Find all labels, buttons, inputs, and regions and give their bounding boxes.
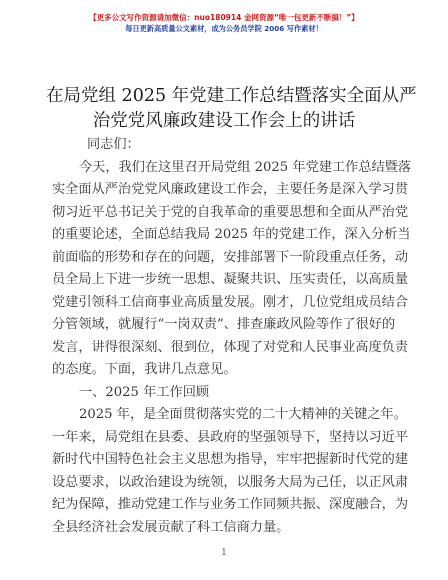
body-line: 实全面从严治党党风廉政建设工作会，主要任务是深入学习贯: [52, 182, 409, 197]
promo-banner-line-1: 【更多公文写作资源请加微信：nuo180914 金网资源“唯一包更新不断搞！”】: [89, 13, 359, 22]
body-line: 新时代中国特色社会主义思想为指导，牢牢把握新时代党的建: [52, 452, 409, 467]
salutation: 同志们：: [87, 137, 140, 152]
title-line-1: 在局党组 2025 年党建工作总结暨落实全面从严: [46, 86, 417, 106]
document-title: [46, 84, 417, 134]
title-line-2: 治党党风廉政建设工作会上的讲话: [92, 111, 356, 131]
promo-banner-line-2: 每日更新高质量公文素材，成为公务员学院 2006 写作素材！: [125, 24, 323, 33]
body-line: 发言，讲得很深刻、很到位，体现了对党和人民事业高度负责: [52, 340, 409, 355]
page-number: 1: [221, 548, 227, 558]
body-line: 今天，我们在这里召开局党组 2025 年党建工作总结暨落: [79, 160, 412, 175]
body-line: 纪为保障，推动党建工作与业务工作同频共振、深度融合，为: [52, 497, 409, 512]
body-line: 的重要论述，全面总结我局 2025 年的党建工作，深入分析当: [52, 227, 411, 242]
body-line: 一年来，局党组在县委、县政府的坚强领导下，坚持以习近平: [52, 430, 409, 445]
section-heading: 一、2025 年工作回顾: [79, 385, 210, 400]
body-line: 前面临的形势和存在的问题，安排部署下一阶段重点任务，动: [52, 250, 409, 265]
body-line: 2025 年，是全面贯彻落实党的二十大精神的关键之年。: [79, 407, 407, 422]
body-line: 全县经济社会发展贡献了科工信商力量。: [52, 520, 290, 535]
body-line: 员全局上下进一步统一思想、凝聚共识、压实责任，以高质量: [52, 272, 409, 287]
body-line: 分管领域，就履行“一岗双责”、排查廉政风险等作了很好的: [52, 317, 396, 332]
body-line: 党建引领科工信商事业高质量发展。刚才，几位党组成员结合: [52, 295, 409, 310]
body-line: 设总要求，以政治建设为统领，以服务大局为己任，以正风肃: [52, 475, 409, 490]
body-line: 的态度。下面，我讲几点意见。: [52, 362, 237, 377]
body-line: 彻习近平总书记关于党的自我革命的重要思想和全面从严治党: [52, 205, 409, 220]
